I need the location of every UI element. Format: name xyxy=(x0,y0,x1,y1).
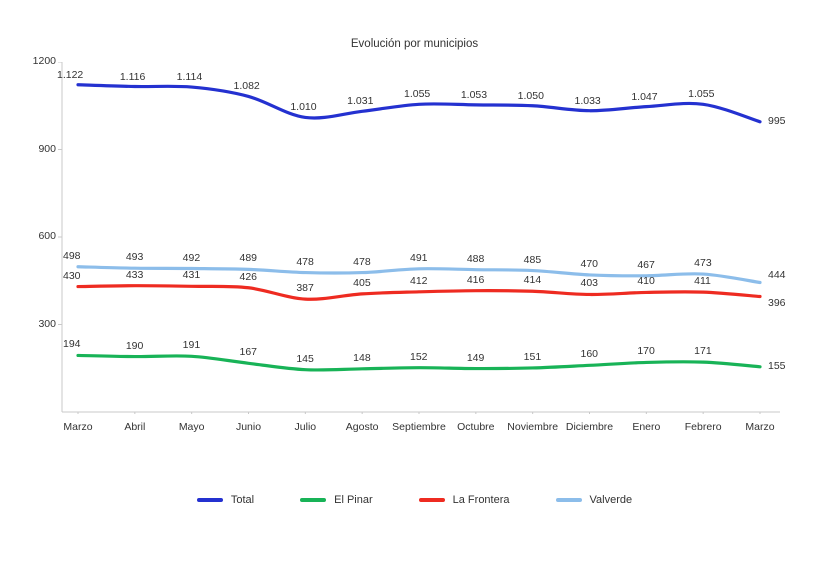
data-label: 387 xyxy=(296,282,314,295)
data-label: 405 xyxy=(353,276,371,289)
data-label: 498 xyxy=(63,249,81,262)
data-label: 492 xyxy=(182,251,201,264)
data-label: 396 xyxy=(768,296,786,309)
data-label: 414 xyxy=(523,274,542,287)
y-axis-tick-label: 600 xyxy=(38,230,56,242)
data-label: 493 xyxy=(125,251,144,264)
legend-item-el-pinar[interactable] xyxy=(300,494,373,506)
data-label: 491 xyxy=(410,251,428,264)
data-label: 488 xyxy=(466,252,485,265)
data-label: 155 xyxy=(768,359,786,372)
data-label: 489 xyxy=(239,252,258,265)
data-label: 1.055 xyxy=(404,88,431,101)
y-axis-tick-label: 1200 xyxy=(32,55,56,67)
x-axis-tick-label: Diciembre xyxy=(565,421,614,433)
series-line-la-frontera xyxy=(78,286,760,300)
data-label: 1.122 xyxy=(57,68,84,81)
series-lines xyxy=(78,85,760,370)
x-axis-tick-label: Mayo xyxy=(178,421,205,433)
legend-label: Valverde xyxy=(589,494,633,506)
data-label: 1.053 xyxy=(460,88,488,101)
x-axis-tick-label: Marzo xyxy=(745,421,775,433)
x-axis-tick-label: Abril xyxy=(124,421,146,433)
chart-title: Evolución por municipios xyxy=(350,38,479,50)
data-label: 478 xyxy=(353,255,371,268)
legend-label: El Pinar xyxy=(334,494,373,506)
data-label: 190 xyxy=(125,339,144,352)
data-label: 191 xyxy=(182,339,201,352)
data-label: 1.050 xyxy=(517,89,544,102)
x-axis-tick-label: Octubre xyxy=(457,421,495,433)
legend-label: Total xyxy=(230,494,255,506)
legend-item-total[interactable] xyxy=(197,494,254,506)
data-label: 411 xyxy=(694,275,711,288)
data-label: 1.047 xyxy=(631,90,658,103)
data-label: 1.055 xyxy=(688,88,715,101)
x-axis-tick-label: Febrero xyxy=(684,421,722,433)
data-label: 1.082 xyxy=(233,80,260,93)
chart-svg xyxy=(36,62,780,414)
data-label: 167 xyxy=(239,346,258,359)
data-label: 1.033 xyxy=(574,94,601,107)
y-axis-tick-label: 900 xyxy=(38,142,56,155)
chart-legend xyxy=(0,494,829,506)
data-label: 412 xyxy=(410,274,428,287)
data-label: 430 xyxy=(63,269,81,282)
legend-swatch-icon xyxy=(197,498,223,502)
plot-area xyxy=(36,62,780,412)
data-label: 160 xyxy=(580,348,599,361)
data-label: 403 xyxy=(580,277,599,290)
legend-swatch-icon xyxy=(300,498,326,502)
x-axis-tick-label: Septiembre xyxy=(392,421,446,433)
x-axis-tick-label: Junio xyxy=(235,421,262,433)
data-label: 1.031 xyxy=(347,95,374,108)
data-label: 1.114 xyxy=(176,71,203,84)
data-label: 416 xyxy=(466,273,485,286)
data-label: 473 xyxy=(694,257,712,270)
data-label: 995 xyxy=(768,114,786,127)
data-label: 171 xyxy=(694,345,712,358)
x-axis-tick-label: Agosto xyxy=(345,421,379,433)
data-label: 467 xyxy=(637,258,655,271)
legend-item-valverde[interactable] xyxy=(556,494,633,506)
data-label: 170 xyxy=(637,345,655,358)
data-label: 149 xyxy=(466,351,485,364)
y-axis-tick-label: 300 xyxy=(38,317,56,330)
data-label: 152 xyxy=(410,350,428,363)
x-axis-tick-label: Julio xyxy=(294,421,317,433)
x-axis-tick-label: Enero xyxy=(632,421,661,433)
data-label: 431 xyxy=(182,269,201,282)
data-label: 485 xyxy=(523,253,542,266)
legend-swatch-icon xyxy=(556,498,582,502)
data-label: 444 xyxy=(768,268,786,281)
data-label: 148 xyxy=(353,351,371,364)
x-axis-tick-label: Marzo xyxy=(63,421,93,433)
data-label: 145 xyxy=(296,352,314,365)
data-label: 470 xyxy=(580,257,599,270)
data-label: 426 xyxy=(239,270,258,283)
data-label: 1.116 xyxy=(119,70,146,83)
data-label: 1.010 xyxy=(290,101,317,114)
data-label: 478 xyxy=(296,255,314,268)
x-axis-tick-label: Noviembre xyxy=(507,421,559,433)
legend-item-la-frontera[interactable] xyxy=(419,494,510,506)
legend-label: La Frontera xyxy=(452,494,510,506)
data-label: 433 xyxy=(125,268,144,281)
legend-swatch-icon xyxy=(419,498,445,502)
data-label: 410 xyxy=(637,275,655,288)
data-label: 194 xyxy=(63,338,81,351)
data-label: 151 xyxy=(523,350,542,363)
